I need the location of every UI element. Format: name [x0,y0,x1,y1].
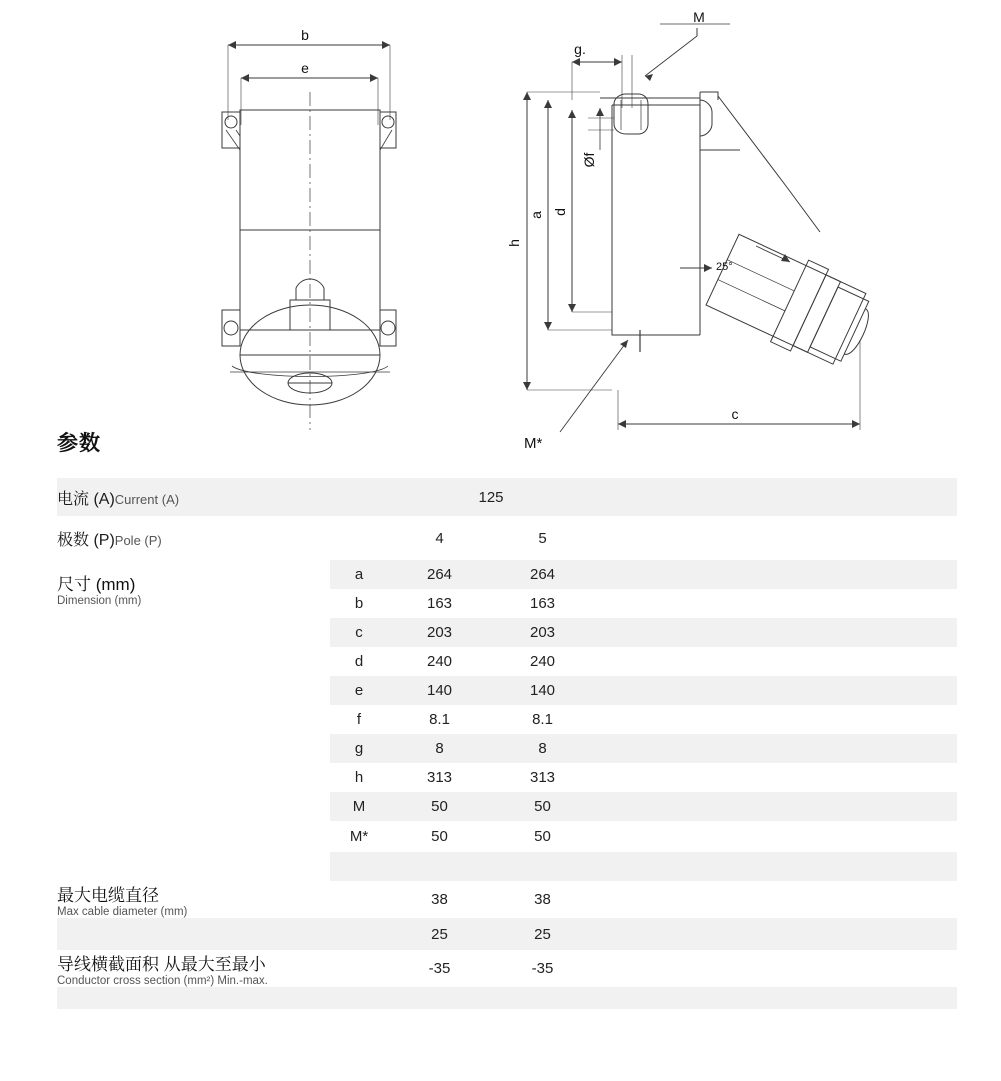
empty-cell [812,734,920,763]
empty-cell [594,560,812,589]
value-cell: -35 [491,950,594,987]
row-label-cell [57,516,330,560]
table-row [57,478,957,516]
dim-letter [330,881,388,918]
drawing-label-of: Øf [581,152,597,168]
empty-cell [594,734,812,763]
value-cell: 140 [491,676,594,705]
empty-cell [812,647,920,676]
value-cell [388,852,491,881]
dim-letter [330,516,388,560]
dim-letter [330,987,388,1009]
drawing-label-angle: 25° [716,261,733,273]
table-row [57,918,957,950]
empty-cell [920,821,957,852]
empty-cell [920,950,957,987]
empty-cell [812,618,920,647]
value-cell: 203 [388,618,491,647]
value-cell: 203 [491,618,594,647]
spec-table-wrap [57,478,957,1009]
empty-cell [594,821,812,852]
value-cell: 50 [491,821,594,852]
empty-cell [594,852,812,881]
drawing-label-M: M [693,9,705,25]
empty-cell [920,852,957,881]
empty-cell [812,881,920,918]
empty-cell [920,478,957,516]
table-row [57,950,957,987]
table-row [57,560,957,589]
value-cell: 8.1 [491,705,594,734]
value-cell: 240 [491,647,594,676]
empty-cell [920,589,957,618]
empty-cell [812,821,920,852]
empty-cell [594,618,812,647]
dim-letter: M [330,792,388,821]
drawing-label-h: h [506,239,522,247]
spec-table-body [57,478,957,1009]
value-cell: -35 [388,950,491,987]
empty-cell [812,763,920,792]
drawing-label-g: g. [574,41,586,57]
empty-cell [57,987,330,1009]
value-cell: 50 [491,792,594,821]
drawing-label-a: a [528,211,544,219]
empty-cell [812,478,920,516]
row-label-en: Conductor cross section (mm²) Min.-max. [57,975,268,987]
table-row [57,516,957,560]
row-label-cn: 电流 (A) [57,490,115,508]
value-cell [491,852,594,881]
dim-letter: b [330,589,388,618]
empty-cell [812,950,920,987]
empty-cell [920,918,957,950]
dim-letter [330,478,388,516]
spec-table [57,478,957,1009]
dim-letter: d [330,647,388,676]
drawing-label-b: b [301,27,309,43]
drawing-label-mstar: M* [524,435,543,452]
technical-drawing [0,0,1001,460]
dim-letter [330,918,388,950]
value-cell [388,987,491,1009]
empty-cell [920,792,957,821]
value-cell: 8.1 [388,705,491,734]
empty-cell [920,881,957,918]
empty-cell [812,560,920,589]
value-cell: 50 [388,821,491,852]
table-row [57,881,957,918]
value-cell: 8 [491,734,594,763]
value-cell: 125 [388,478,594,516]
value-cell: 264 [491,560,594,589]
empty-cell [594,881,812,918]
value-cell: 264 [388,560,491,589]
empty-cell [812,852,920,881]
value-cell: 50 [388,792,491,821]
empty-cell [920,705,957,734]
empty-cell [812,676,920,705]
value-cell: 163 [491,589,594,618]
row-label-cn: 最大电缆直径 [57,886,159,905]
empty-cell [594,918,812,950]
drawing-label-e: e [301,60,309,76]
row-label-en: Dimension (mm) [57,595,142,607]
empty-cell [594,676,812,705]
empty-cell [594,647,812,676]
empty-cell [920,763,957,792]
row-label-cell [57,881,330,918]
dim-letter: c [330,618,388,647]
dim-letter: M* [330,821,388,852]
value-cell: 25 [388,918,491,950]
row-label-cell [57,478,330,516]
dim-letter: h [330,763,388,792]
empty-cell [57,918,330,950]
empty-cell [812,589,920,618]
drawing-label-d: d [552,208,568,216]
value-cell: 38 [491,881,594,918]
empty-cell [594,705,812,734]
page-title: 参数 [57,432,101,455]
empty-cell [812,918,920,950]
empty-cell [920,618,957,647]
empty-cell [812,705,920,734]
empty-cell [812,987,920,1009]
dimension-label-cell [57,560,330,881]
value-cell: 4 [388,516,491,560]
value-cell: 140 [388,676,491,705]
empty-cell [594,516,812,560]
empty-cell [594,792,812,821]
empty-cell [920,676,957,705]
value-cell: 313 [491,763,594,792]
row-label-cn: 导线横截面积 从最大至最小 [57,955,266,974]
empty-cell [594,987,812,1009]
empty-cell [594,950,812,987]
empty-cell [812,792,920,821]
value-cell: 5 [491,516,594,560]
empty-cell [594,478,812,516]
dim-letter: g [330,734,388,763]
value-cell: 313 [388,763,491,792]
empty-cell [920,560,957,589]
empty-cell [920,987,957,1009]
dim-letter [330,852,388,881]
drawing-label-c: c [731,406,739,422]
value-cell: 240 [388,647,491,676]
row-label-cn: 尺寸 (mm) [57,575,136,594]
row-label-en: Current (A) [114,491,180,507]
table-row [57,987,957,1009]
value-cell: 8 [388,734,491,763]
empty-cell [920,647,957,676]
empty-cell [594,763,812,792]
row-label-en: Max cable diameter (mm) [57,906,188,918]
dim-letter [330,950,388,987]
row-label-en: Pole (P) [114,532,162,548]
value-cell: 25 [491,918,594,950]
empty-cell [812,516,920,560]
value-cell [491,987,594,1009]
row-label-cell [57,950,330,987]
empty-cell [920,734,957,763]
value-cell: 163 [388,589,491,618]
dim-letter: f [330,705,388,734]
dim-letter: a [330,560,388,589]
row-label-cn: 极数 (P) [57,531,115,549]
empty-cell [594,589,812,618]
empty-cell [920,516,957,560]
value-cell: 38 [388,881,491,918]
dim-letter: e [330,676,388,705]
